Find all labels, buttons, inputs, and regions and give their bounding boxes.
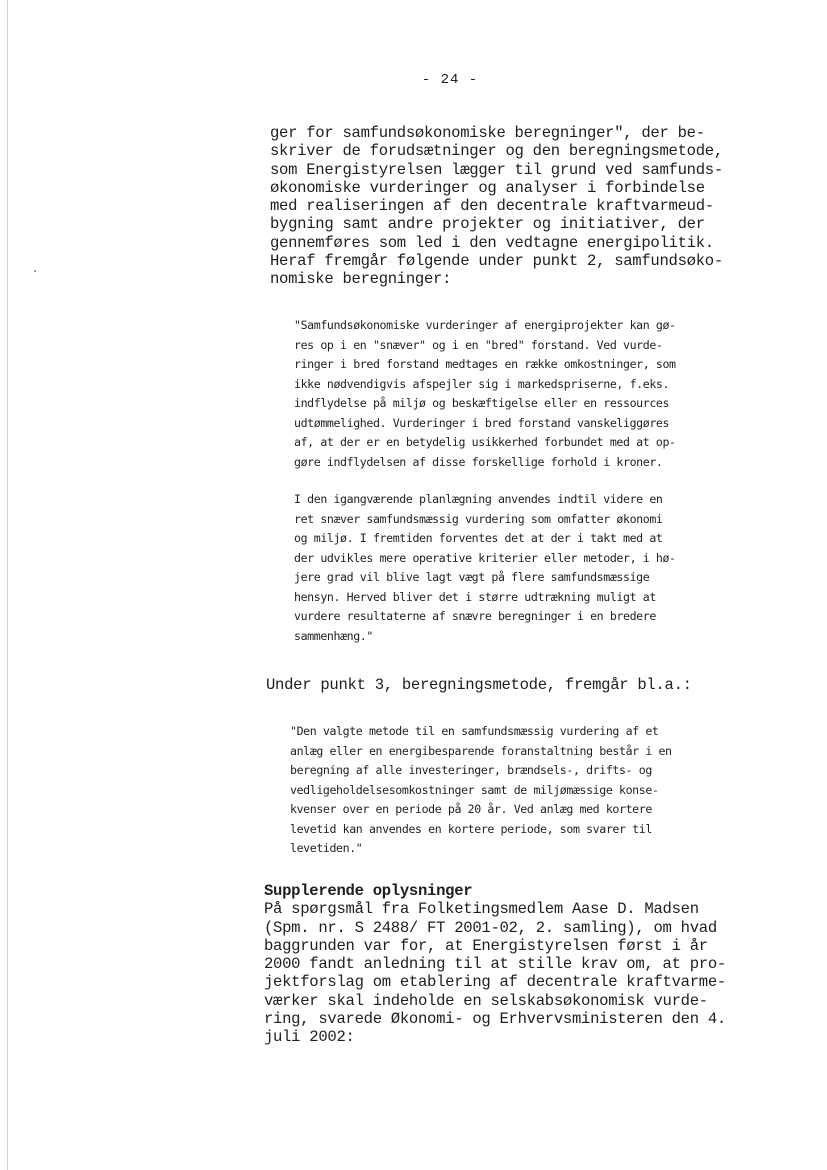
- scan-edge-line: [7, 0, 8, 1170]
- quote-line: og miljø. I fremtiden forventes det at der i takt med at: [294, 531, 663, 545]
- text-line: med realiseringen af den decentrale kraftvarmeud-: [270, 197, 714, 216]
- quote-line: beregning af alle investeringer, brændsels-, drifts- og: [290, 763, 652, 777]
- text-line: ger for samfundsøkonomiske beregninger", der be-: [270, 124, 705, 142]
- text-line: juli 2002:: [264, 1028, 355, 1047]
- quote-line: vurdere resultaterne af snævre beregninger i en bredere: [294, 609, 656, 623]
- quote-line: anlæg eller en energibesparende foranstaltning består i en: [290, 743, 672, 758]
- quote-line: levetid kan anvendes en kortere periode, som svarer til: [290, 821, 652, 836]
- quote-line: jere grad vil blive lagt vægt på flere samfundsmæssige: [294, 570, 650, 584]
- page-number: - 24 -: [421, 72, 479, 88]
- quote-line: sammenhæng.": [294, 628, 373, 643]
- quote-line: hensyn. Herved bliver det i større udtrækning muligt at: [294, 589, 656, 604]
- text-line: baggrunden var for, at Energistyrelsen først i år: [264, 936, 708, 955]
- text-line: nomiske beregninger:: [270, 270, 452, 289]
- text-line: økonomiske vurderinger og analyser i forbindelse: [270, 178, 705, 197]
- quote-1: [294, 316, 676, 472]
- quote-line: ikke nødvendigvis afspejler sig i markedspriserne, f.eks.: [294, 376, 670, 391]
- quote-3: [290, 722, 672, 859]
- quote-line: "Samfundsøkonomiske vurderinger af energiprojekter kan gø-: [294, 318, 676, 332]
- quote-line: vedligeholdelsesomkostninger samt de miljømæssige konse-: [290, 782, 659, 797]
- paragraph-3: [264, 882, 726, 1047]
- text-line: bygning samt andre projekter og initiativer, der: [270, 215, 705, 234]
- quote-line: I den igangværende planlægning anvendes indtil videre en: [294, 492, 663, 506]
- text-line: På spørgsmål fra Folketingsmedlem Aase D. Madsen: [264, 900, 699, 919]
- text-line: gennemføres som led i den vedtagne energipolitik.: [270, 233, 714, 252]
- section-heading: Supplerende oplysninger: [264, 882, 473, 900]
- text-line: som Energistyrelsen lægger til grund ved samfunds-: [270, 160, 723, 179]
- text-line: værker skal indeholde en selskabsøkonomisk vurde-: [264, 991, 708, 1010]
- quote-line: af, at der er en betydelig usikkerhed forbundet med at op-: [294, 435, 676, 449]
- quote-line: "Den valgte metode til en samfundsmæssig vurdering af et: [290, 724, 659, 738]
- quote-line: udtømmelighed. Vurderinger i bred forstand vanskeliggøres: [294, 415, 670, 430]
- quote-line: ringer i bred forstand medtages en række omkostninger, som: [294, 357, 676, 371]
- quote-2: [294, 490, 676, 646]
- quote-line: kvenser over en periode på 20 år. Ved anlæg med kortere: [290, 802, 652, 816]
- quote-line: indflydelse på miljø og beskæftigelse eller en ressources: [294, 396, 670, 410]
- paragraph-1: [270, 124, 723, 289]
- quote-line: gøre indflydelsen af disse forskellige forhold i kroner.: [294, 454, 663, 469]
- quote-line: ret snæver samfundsmæssig vurdering som omfatter økonomi: [294, 511, 663, 526]
- quote-line: der udvikles mere operative kriterier eller metoder, i hø-: [294, 550, 676, 565]
- text-line: ring, svarede Økonomi- og Erhvervsministeren den 4.: [264, 1010, 726, 1029]
- text-line: skriver de forudsætninger og den beregningsmetode,: [270, 142, 723, 161]
- quote-line: levetiden.": [290, 841, 363, 855]
- text-line: jektforslag om etablering af decentrale kraftvarme-: [264, 973, 726, 992]
- scan-speck: [34, 270, 36, 272]
- text-line: 2000 fandt anledning til at stille krav om, at pro-: [264, 955, 726, 974]
- quote-line: res op i en "snæver" og i en "bred" forstand. Ved vurde-: [294, 337, 663, 352]
- paragraph-2: [266, 676, 692, 694]
- text-line: (Spm. nr. S 2488/ FT 2001-02, 2. samling), om hvad: [264, 918, 717, 937]
- text-line: Heraf fremgår følgende under punkt 2, samfundsøko-: [270, 252, 723, 271]
- text-line: Under punkt 3, beregningsmetode, fremgår bl.a.:: [266, 676, 692, 694]
